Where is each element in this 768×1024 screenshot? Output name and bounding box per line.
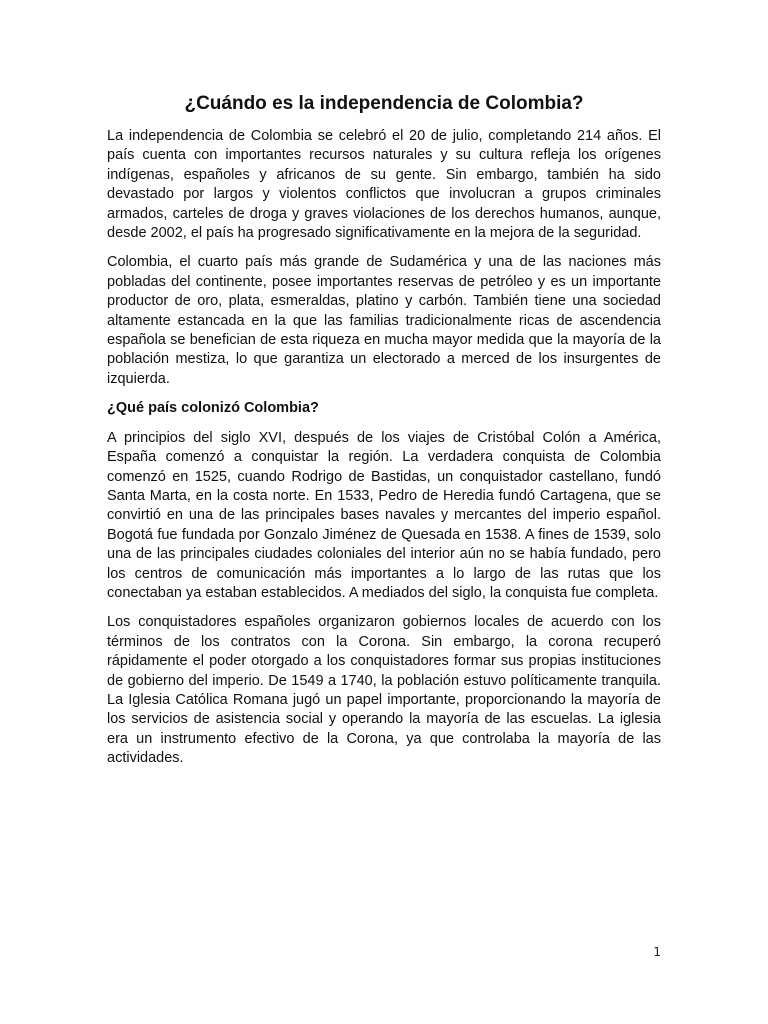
paragraph-intro: La independencia de Colombia se celebró el 20 de julio, completando 214 años. El país cuenta con importantes recursos naturales y su cultura refleja los orígenes indígenas, españoles y africanos de su gente. Sin embargo, también ha sido devastado por largos y violentos conflictos que involucran a grupos criminales armados, carteles de droga y graves violaciones de los derechos humanos, aunque, desde 2002, el país ha progresado significativamente en la mejora de la seguridad. [107,128,661,242]
page-number: 1 [653,945,661,959]
section-heading: ¿Qué país colonizó Colombia? [107,400,319,417]
document-body [107,127,661,779]
document-title: ¿Cuándo es la independencia de Colombia? [184,93,584,114]
paragraph-resources: Colombia, el cuarto país más grande de Sudamérica y una de las naciones más pobladas del continente, posee importantes reservas de petróleo y es un importante productor de oro, plata, esmeraldas, platino y carbón. También tiene una sociedad altamente estancada en la que las familias tradicionalmente ricas de ascendencia española se benefician de esta riqueza en mucha mayor medida que la mayoría de la población mestiza, lo que garantiza un electorado a merced de los insurgentes de izquierda. [107,254,661,387]
paragraph-conquest: A principios del siglo XVI, después de los viajes de Cristóbal Colón a América, España comenzó a conquistar la región. La verdadera conquista de Colombia comenzó en 1525, cuando Rodrigo de Bastidas, un conquistador castellano, fundó Santa Marta, en la costa norte. En 1533, Pedro de Heredia fundó Cartagena, que se convirtió en una de las principales bases navales y mercantes del imperio español. Bogotá fue fundada por Gonzalo Jiménez de Quesada en 1538. A fines de 1539, solo una de las principales ciudades coloniales del interior aún no se había fundado, pero los centros de comunicación más importantes a lo largo de las rutas que los conectaban ya estaban establecidos. A mediados del siglo, la conquista fue completa. [107,429,661,601]
paragraph-government: Los conquistadores españoles organizaron gobiernos locales de acuerdo con los términos de los contratos con la Corona. Sin embargo, la corona recuperó rápidamente el poder otorgado a los conquistadores formar sus propias instituciones de gobierno del imperio. De 1549 a 1740, la población estuvo políticamente tranquila. La Iglesia Católica Romana jugó un papel importante, proporcionando la mayoría de los servicios de asistencia social y operando la mayoría de las escuelas. La iglesia era un instrumento efectivo de la Corona, ya que controlaba la mayoría de las actividades. [107,614,661,767]
